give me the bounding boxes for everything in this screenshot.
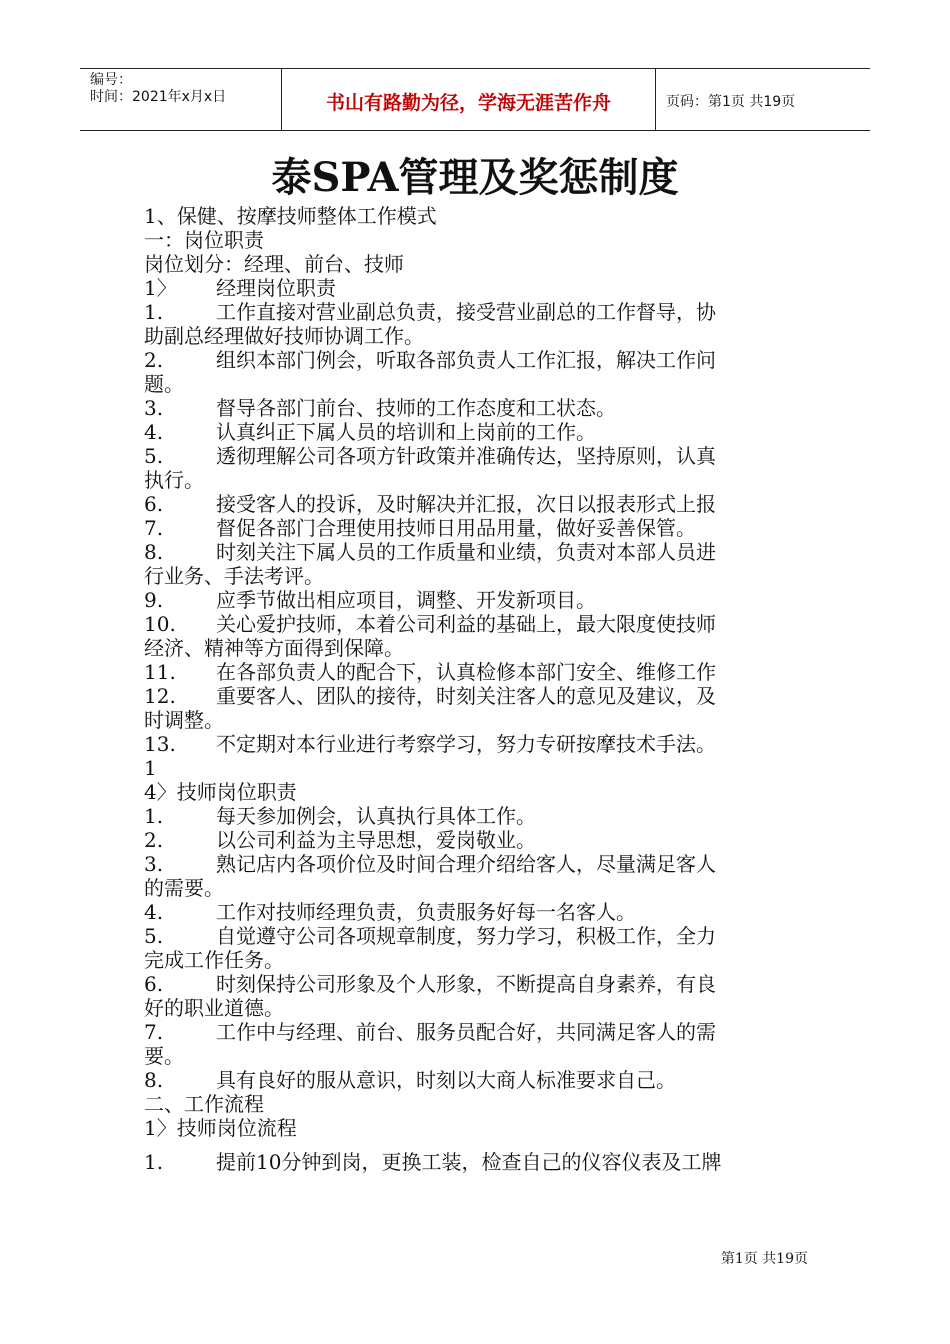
line-text: 接受客人的投诉，及时解决并汇报，次日以报表形式上报	[216, 492, 716, 516]
item-number: 7.	[144, 516, 164, 540]
item-number: 9.	[144, 588, 164, 612]
text-line	[144, 540, 810, 564]
item-number: 6.	[144, 492, 164, 516]
header-page-code: 页码：第1页 共19页	[666, 94, 796, 110]
doc-code-label: 编号：	[90, 72, 132, 88]
text-line	[144, 804, 810, 828]
text-line	[144, 468, 810, 492]
text-line	[144, 660, 810, 684]
item-number: 1.	[144, 1150, 164, 1174]
page-footer: 第1页 共19页	[720, 1251, 808, 1267]
item-number: 1.	[144, 300, 164, 324]
line-text: 行业务、手法考评。	[144, 564, 324, 588]
line-text: 1	[144, 756, 157, 780]
line-text: 重要客人、团队的接待，时刻关注客人的意见及建议，及	[216, 684, 716, 708]
line-text: 时刻关注下属人员的工作质量和业绩，负责对本部人员进	[216, 540, 716, 564]
text-line	[144, 420, 810, 444]
header-motto: 书山有路勤为径，学海无涯苦作舟	[325, 92, 611, 114]
text-line	[144, 636, 810, 660]
text-line	[144, 444, 810, 468]
line-text: 工作对技师经理负责，负责服务好每一名客人。	[216, 900, 636, 924]
item-number: 8.	[144, 1068, 164, 1092]
doc-date-label: 时间：2021年x月x日	[90, 89, 227, 105]
item-number: 13.	[144, 732, 176, 756]
line-text: 执行。	[144, 468, 204, 492]
item-number: 6.	[144, 972, 164, 996]
line-text: 不定期对本行业进行考察学习，努力专研按摩技术手法。	[216, 732, 716, 756]
line-text: 1、保健、按摩技师整体工作模式	[144, 204, 437, 228]
line-text: 1〉技师岗位流程	[144, 1116, 297, 1140]
text-line	[144, 252, 810, 276]
text-line	[144, 996, 810, 1020]
text-line	[144, 564, 810, 588]
line-text: 时调整。	[144, 708, 224, 732]
item-number: 8.	[144, 540, 164, 564]
text-line	[144, 348, 810, 372]
item-number: 1.	[144, 804, 164, 828]
text-line	[144, 372, 810, 396]
item-number: 5.	[144, 444, 164, 468]
line-text: 每天参加例会，认真执行具体工作。	[216, 804, 536, 828]
text-line	[144, 516, 810, 540]
item-number: 2.	[144, 348, 164, 372]
line-text: 经理岗位职责	[216, 276, 336, 300]
line-text: 认真纠正下属人员的培训和上岗前的工作。	[216, 420, 596, 444]
line-text: 一：岗位职责	[144, 228, 264, 252]
line-text: 自觉遵守公司各项规章制度，努力学习，积极工作，全力	[216, 924, 716, 948]
text-line	[144, 1044, 810, 1068]
text-line	[144, 756, 810, 780]
line-text: 工作直接对营业副总负责，接受营业副总的工作督导，协	[216, 300, 716, 324]
line-text: 熟记店内各项价位及时间合理介绍给客人，尽量满足客人	[216, 852, 716, 876]
text-line	[144, 780, 810, 804]
item-number: 5.	[144, 924, 164, 948]
item-number: 11.	[144, 660, 176, 684]
document-body	[144, 204, 810, 1174]
line-text: 二、工作流程	[144, 1092, 264, 1116]
line-text: 的需要。	[144, 876, 224, 900]
text-line	[144, 900, 810, 924]
text-line	[144, 948, 810, 972]
line-text: 题。	[144, 372, 184, 396]
line-text: 督导各部门前台、技师的工作态度和工状态。	[216, 396, 616, 420]
header-page-cell	[656, 69, 870, 130]
text-line	[144, 852, 810, 876]
document-title: 泰SPA管理及奖惩制度	[271, 154, 679, 201]
text-line	[144, 732, 810, 756]
text-line	[144, 1068, 810, 1092]
text-line	[144, 684, 810, 708]
line-text: 应季节做出相应项目，调整、开发新项目。	[216, 588, 596, 612]
line-text: 好的职业道德。	[144, 996, 284, 1020]
item-number: 1〉	[144, 276, 177, 300]
text-line	[144, 1150, 810, 1174]
item-number: 3.	[144, 852, 164, 876]
line-text: 经济、精神等方面得到保障。	[144, 636, 404, 660]
text-line	[144, 612, 810, 636]
text-line	[144, 204, 810, 228]
text-line	[144, 1020, 810, 1044]
item-number: 12.	[144, 684, 176, 708]
text-line	[144, 972, 810, 996]
text-line	[144, 1116, 810, 1140]
line-text: 组织本部门例会，听取各部负责人工作汇报，解决工作问	[216, 348, 716, 372]
header-meta-cell	[80, 69, 282, 130]
page-header	[80, 68, 870, 131]
item-number: 3.	[144, 396, 164, 420]
item-number: 7.	[144, 1020, 164, 1044]
text-line	[144, 924, 810, 948]
line-text: 透彻理解公司各项方针政策并准确传达，坚持原则，认真	[216, 444, 716, 468]
line-text: 完成工作任务。	[144, 948, 284, 972]
item-number: 4.	[144, 420, 164, 444]
line-text: 督促各部门合理使用技师日用品用量，做好妥善保管。	[216, 516, 696, 540]
text-line	[144, 300, 810, 324]
line-text: 要。	[144, 1044, 184, 1068]
line-text: 4〉技师岗位职责	[144, 780, 297, 804]
item-number: 4.	[144, 900, 164, 924]
line-text: 在各部负责人的配合下，认真检修本部门安全、维修工作	[216, 660, 716, 684]
line-text: 具有良好的服从意识，时刻以大商人标准要求自己。	[216, 1068, 676, 1092]
line-text: 提前10分钟到岗，更换工装，检查自己的仪容仪表及工牌	[216, 1150, 722, 1174]
text-line	[144, 492, 810, 516]
text-line	[144, 708, 810, 732]
text-line	[144, 588, 810, 612]
text-line	[144, 1092, 810, 1116]
line-text: 时刻保持公司形象及个人形象，不断提高自身素养，有良	[216, 972, 716, 996]
text-line	[144, 876, 810, 900]
text-line	[144, 828, 810, 852]
header-motto-cell	[282, 69, 656, 130]
item-number: 2.	[144, 828, 164, 852]
text-line	[144, 276, 810, 300]
text-line	[144, 396, 810, 420]
text-line	[144, 228, 810, 252]
line-text: 助副总经理做好技师协调工作。	[144, 324, 424, 348]
line-text: 岗位划分：经理、前台、技师	[144, 252, 404, 276]
line-text: 关心爱护技师，本着公司利益的基础上，最大限度使技师	[216, 612, 716, 636]
item-number: 10.	[144, 612, 176, 636]
line-text: 以公司利益为主导思想，爱岗敬业。	[216, 828, 536, 852]
text-line	[144, 324, 810, 348]
line-text: 工作中与经理、前台、服务员配合好，共同满足客人的需	[216, 1020, 716, 1044]
